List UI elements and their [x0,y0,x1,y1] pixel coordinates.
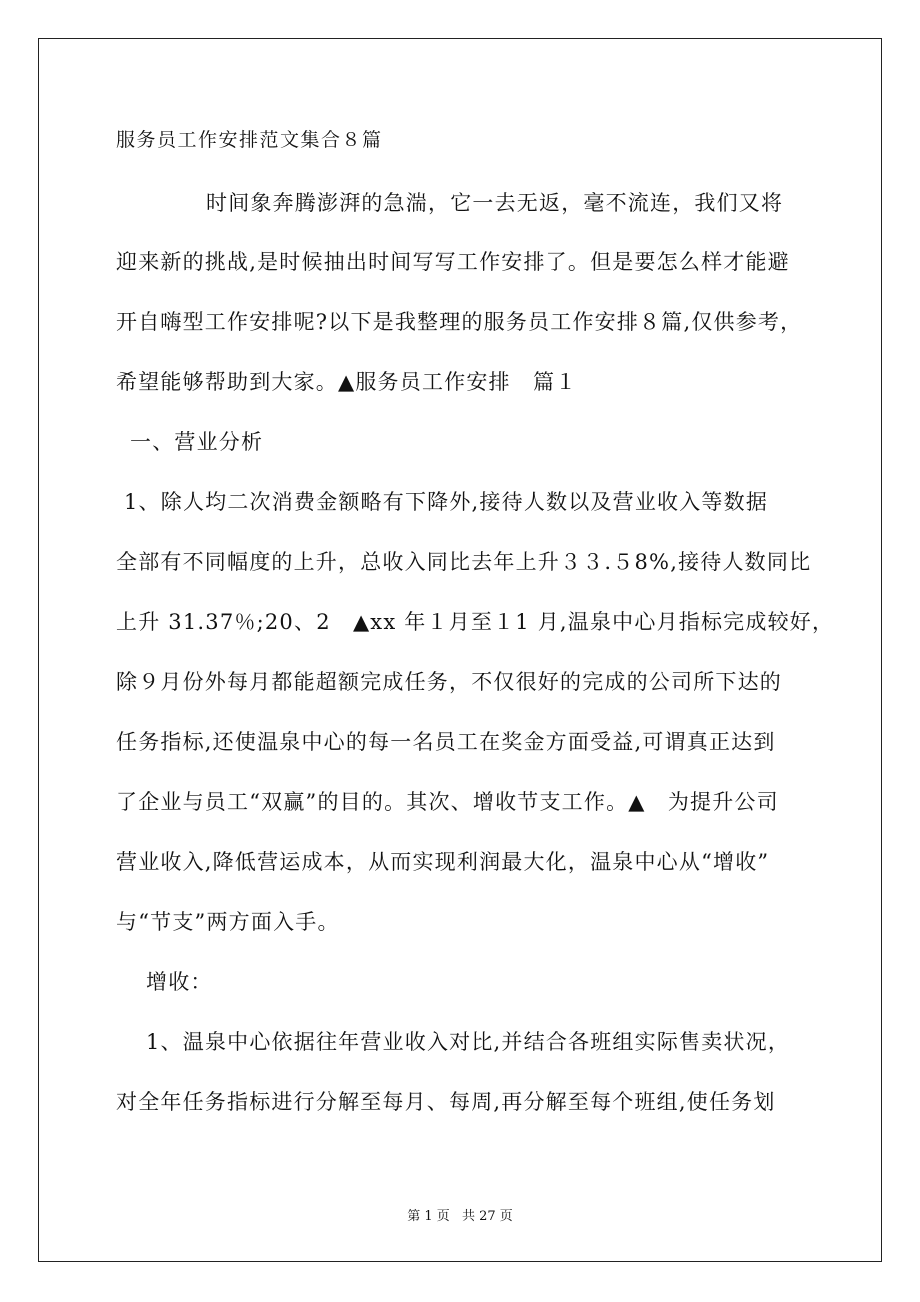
paragraph-line-12: 营业收入,降低营运成本，从而实现利润最大化，温泉中心从“增收” [116,850,770,874]
paragraph-line-1: 时间象奔腾澎湃的急湍，它一去无返，毫不流连，我们又将 [206,191,784,215]
subheading-zengshou: 增收： [146,970,213,994]
paragraph-line-13: 与“节支”两方面入手。 [116,910,340,934]
page-number: 第 1 页 [407,1209,450,1224]
paragraph-line-4: 希望能够帮助到大家。▲服务员工作安排 篇１ [116,370,578,394]
paragraph-line-10: 任务指标,还使温泉中心的每一名员工在奖金方面受益,可谓真正达到 [116,730,776,754]
paragraph-line-11: 了企业与员工“双赢”的目的。其次、增收节支工作。▲ 为提升公司 [116,790,779,814]
paragraph-line-3: 开自嗨型工作安排呢?以下是我整理的服务员工作安排８篇,仅供参考， [116,310,803,334]
page-border [38,38,882,1262]
total-pages: 共 27 页 [461,1209,513,1224]
paragraph-line-7: 全部有不同幅度的上升，总收入同比去年上升３３.５8%,接待人数同比 [116,550,812,574]
page-footer [0,1208,920,1226]
paragraph-line-9: 除９月份外每月都能超额完成任务，不仅很好的完成的公司所下达的 [116,670,782,694]
paragraph-line-15: 1、温泉中心依据往年营业收入对比,并结合各班组实际售卖状况， [146,1030,791,1054]
paragraph-line-16: 对全年任务指标进行分解至每月、每周,再分解至每个班组,使任务划 [116,1090,776,1114]
section-heading: 一、营业分析 [130,430,264,454]
document-title: 服务员工作安排范文集合８篇 [116,129,383,151]
paragraph-line-8: 上升 31.37％;20、2 ▲xx 年１月至１1 月,温泉中心月指标完成较好， [116,610,835,634]
paragraph-line-2: 迎来新的挑战,是时候抽出时间写写工作安排了。但是要怎么样才能避 [116,250,790,274]
paragraph-line-6: 1、除人均二次消费金额略有下降外,接待人数以及营业收入等数据 [124,490,769,514]
